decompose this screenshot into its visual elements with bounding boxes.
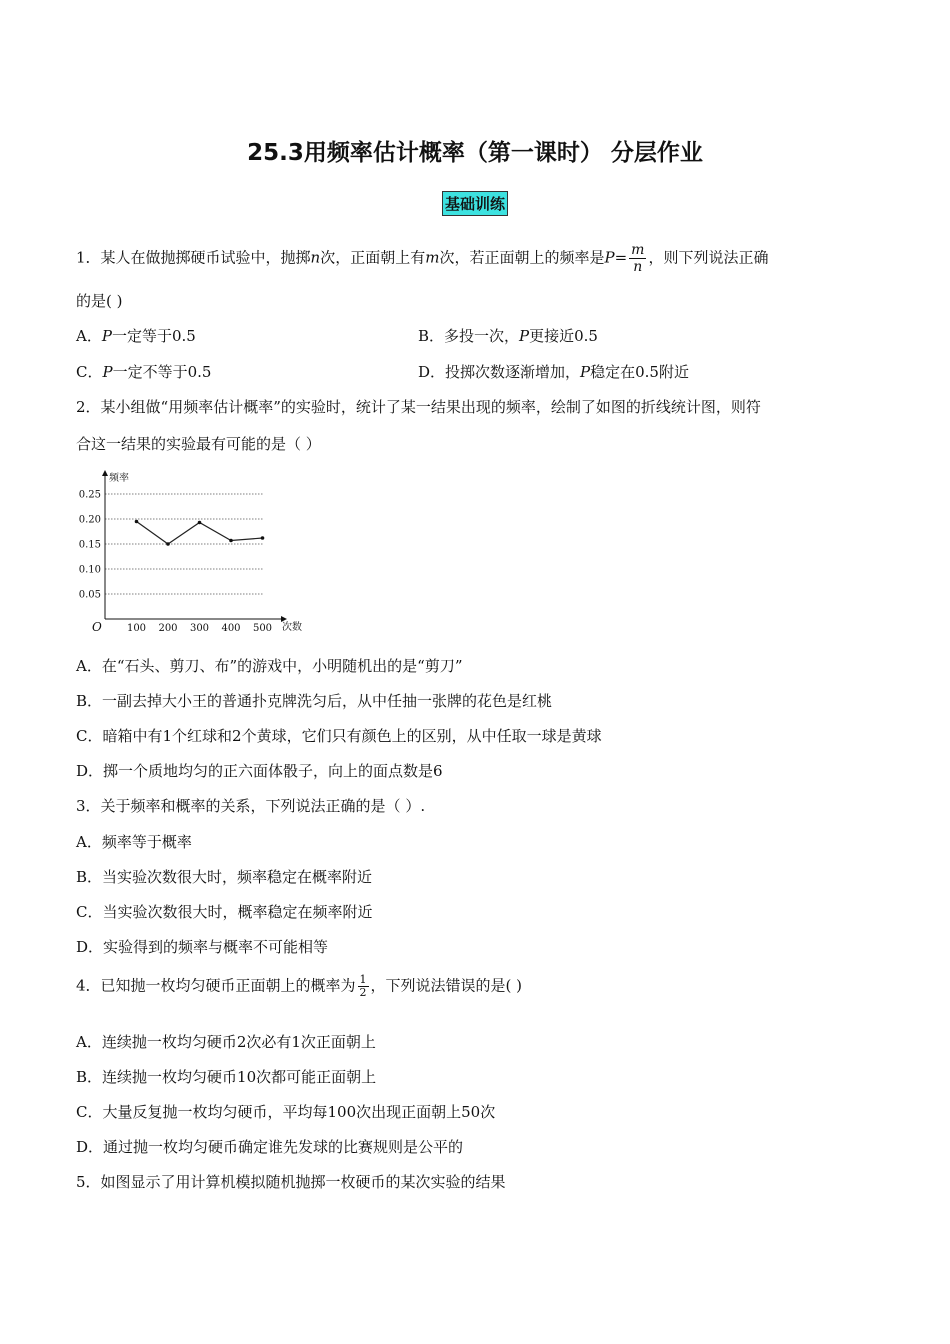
x-tick-label: 200: [158, 623, 178, 634]
x-tick-label: 300: [189, 623, 210, 634]
x-tick-label: 400: [221, 623, 241, 634]
q4-option-c: C．大量反复抛一枚均匀硬币，平均每100次出现正面朝上50次: [76, 1103, 496, 1121]
q3-option-b: B．当实验次数很大时，频率稳定在概率附近: [76, 868, 373, 886]
y-tick-label: 0.15: [78, 539, 101, 551]
q1-option-d: D．投掷次数逐渐增加，P稳定在0.5附近: [418, 363, 689, 381]
q2-option-d: D．掷一个质地均匀的正六面体骰子，向上的面点数是6: [76, 762, 443, 780]
origin-label: O: [92, 620, 102, 634]
section-label: 基础训练: [442, 191, 508, 216]
q1-option-a: A．P一定等于0.5: [76, 327, 196, 345]
frequency-line-chart: [74, 467, 314, 637]
data-point: [198, 521, 202, 525]
q3-option-c: C．当实验次数很大时，概率稳定在频率附近: [76, 903, 373, 921]
series-line: [137, 522, 263, 545]
q2-option-a: A．在“石头、剪刀、布”的游戏中，小明随机出的是“剪刀”: [76, 657, 463, 675]
q1-stem-continued: 的是( ): [76, 292, 123, 310]
q4-option-d: D．通过抛一枚均匀硬币确定谁先发球的比赛规则是公平的: [76, 1138, 464, 1156]
q3-option-a: A．频率等于概率: [76, 833, 192, 851]
q3-stem: 3．关于频率和概率的关系，下列说法正确的是（ ）.: [76, 797, 426, 815]
data-point: [135, 520, 139, 524]
q1-option-c: C．P一定不等于0.5: [76, 363, 212, 381]
x-axis-label: 次数: [282, 622, 302, 633]
q2-option-c: C．暗箱中有1个红球和2个黄球，它们只有颜色上的区别，从中任取一球是黄球: [76, 727, 602, 745]
fraction-one-half: $\frac{1}{2}$: [359, 973, 367, 999]
q1-stem: 1．某人在做抛掷硬币试验中，抛掷n次，正面朝上有m次，若正面朝上的频率是P= $\frac{m}{n}$ ，则下列说法正确: [76, 242, 769, 275]
q4-stem: 4．已知抛一枚均匀硬币正面朝上的概率为 $\frac{1}{2}$ ，下列说法错误的是( ): [76, 973, 523, 999]
y-tick-label: 0.05: [78, 589, 101, 601]
data-point: [261, 536, 265, 540]
fraction-m-over-n: $\frac{m}{n}$: [631, 242, 645, 275]
q4-option-b: B．连续抛一枚均匀硬币10次都可能正面朝上: [76, 1068, 377, 1086]
page-title: 25.3用频率估计概率（第一课时） 分层作业: [247, 140, 703, 166]
x-tick-label: 500: [252, 623, 273, 634]
q2-stem-continued: 合这一结果的实验最有可能的是（ ）: [76, 435, 321, 453]
y-tick-label: 0.10: [78, 564, 101, 576]
y-tick-label: 0.25: [78, 489, 101, 501]
data-point: [229, 539, 233, 543]
y-tick-label: 0.20: [78, 514, 101, 526]
y-axis-label: 频率: [109, 473, 129, 484]
q2-stem: 2．某小组做“用频率估计概率”的实验时，统计了某一结果出现的频率，绘制了如图的折线统计图，则符: [76, 398, 761, 416]
q3-option-d: D．实验得到的频率与概率不可能相等: [76, 938, 329, 956]
data-point: [166, 542, 170, 546]
q1-option-b: B．多投一次，P更接近0.5: [418, 327, 598, 345]
x-tick-label: 100: [126, 623, 147, 634]
q2-option-b: B．一副去掉大小王的普通扑克牌洗匀后，从中任抽一张牌的花色是红桃: [76, 692, 553, 710]
q5-stem: 5．如图显示了用计算机模拟随机抛掷一枚硬币的某次实验的结果: [76, 1173, 506, 1191]
q4-option-a: A．连续抛一枚均匀硬币2次必有1次正面朝上: [76, 1033, 376, 1051]
section-header: [0, 191, 950, 216]
